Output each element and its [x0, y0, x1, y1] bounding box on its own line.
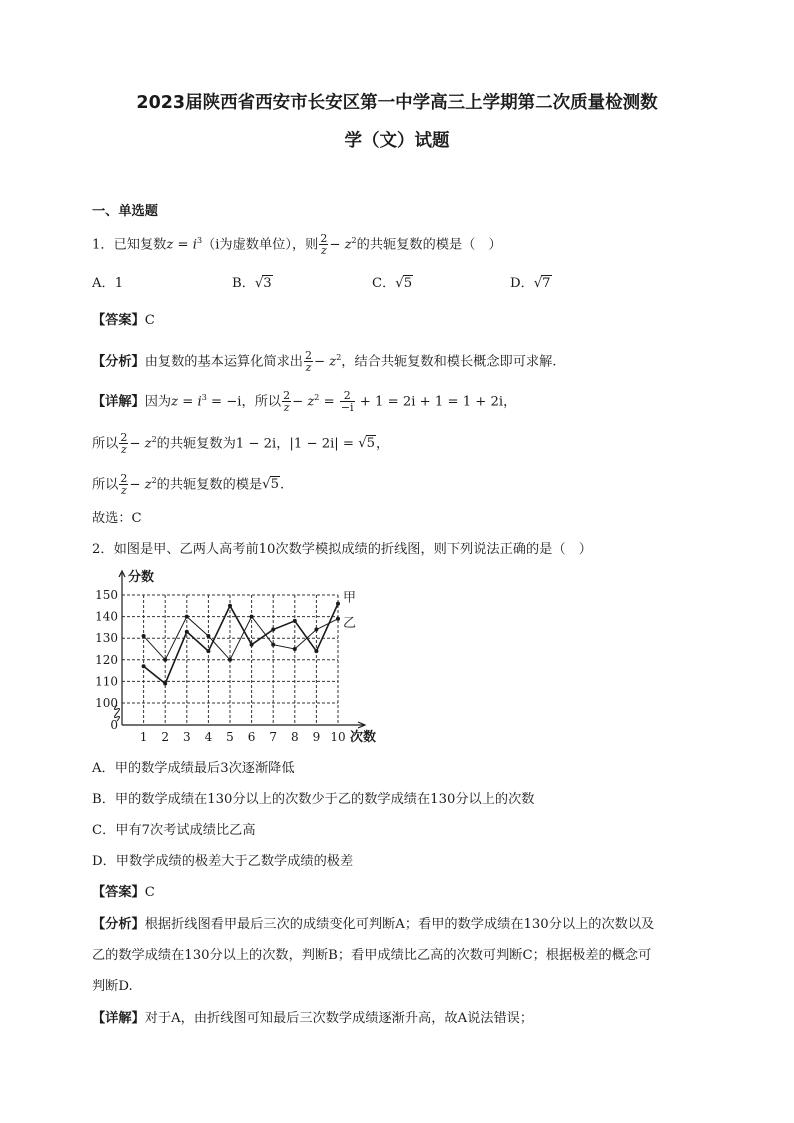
data-point — [293, 619, 297, 623]
x-axis-label: 次数 — [350, 730, 377, 745]
q1-option-b: B．√3 — [232, 276, 272, 291]
data-point — [271, 628, 275, 632]
data-point — [293, 647, 297, 651]
q1-detail-line2: 所以 $\frac{2}{z}$ − $z^2$的共轭复数为1 − 2i，|1 − 2i| = √5， — [92, 431, 390, 457]
x-tick-label: 7 — [269, 730, 278, 744]
title-line-1: 2023届陕西省西安市长安区第一中学高三上学期第二次质量检测数 — [136, 93, 658, 113]
q1-detail: 【详解】因为$z = i^3 = -i$，所以 $\frac{2}{z}$ − $z^2$ = $\frac{2}{-i}$ + 1 = 2i + 1 = 1 + 2i， — [92, 389, 517, 415]
q1-conclusion: 故选：C — [92, 511, 142, 526]
data-point — [314, 649, 318, 653]
x-tick-label: 6 — [247, 730, 256, 744]
q1-option-d: D．√7 — [510, 276, 551, 291]
data-point — [163, 658, 167, 662]
q2-detail: 【详解】对于A，由折线图可知最后三次数学成绩逐渐升高，故A说法错误； — [92, 1011, 534, 1026]
data-point — [250, 615, 254, 619]
data-point — [314, 628, 318, 632]
title-line-2: 学（文）试题 — [344, 131, 450, 151]
chart-ticks — [95, 588, 346, 744]
y-tick-label: 110 — [95, 674, 118, 689]
page-title — [90, 84, 704, 160]
x-tick-label: 9 — [312, 730, 321, 744]
y-tick-label: 150 — [95, 588, 118, 602]
q1-stem — [92, 232, 502, 256]
data-point — [228, 658, 232, 662]
q1-exp2: 2 — [351, 236, 357, 245]
x-tick-label: 10 — [330, 730, 346, 744]
data-point — [142, 664, 146, 668]
q1-option-a: A．1 — [92, 276, 124, 291]
data-point — [142, 634, 146, 638]
data-point — [228, 604, 232, 608]
q2-option-c: C．甲有7次考试成绩比乙高 — [92, 823, 256, 838]
legend-label: 甲 — [343, 590, 357, 606]
section-heading: 一、单选题 — [92, 204, 158, 219]
q1-stem-prefix: 1．已知复数 — [92, 237, 167, 253]
y-axis-label: 分数 — [128, 570, 155, 585]
q2-option-b: B．甲的数学成绩在130分以上的次数少于乙的数学成绩在130分以上的次数 — [92, 792, 535, 807]
data-point — [163, 682, 167, 686]
y-tick-label: 130 — [95, 631, 118, 646]
x-tick-label: 5 — [226, 730, 234, 744]
y-tick-label: 120 — [95, 652, 118, 667]
q1-fraction: $\frac{2}{z}$ — [320, 232, 328, 258]
q1-stem-suffix: 的共轭复数的模是（ ） — [356, 237, 502, 253]
q1-option-c: C．√5 — [372, 276, 413, 291]
line-chart — [92, 567, 392, 752]
x-tick-label: 2 — [161, 730, 170, 744]
q2-option-a: A．甲的数学成绩最后3次逐渐降低 — [92, 761, 295, 776]
data-point — [185, 630, 189, 634]
q2-option-d: D．甲数学成绩的极差大于乙数学成绩的极差 — [92, 854, 354, 869]
y-origin-label: 0 — [110, 718, 118, 732]
data-point — [250, 643, 254, 647]
data-point — [336, 602, 340, 606]
x-tick-label: 4 — [204, 730, 213, 744]
y-tick-label: 140 — [95, 609, 118, 624]
q2-answer: 【答案】C — [92, 885, 155, 900]
data-point — [336, 617, 340, 621]
q1-z-exp: 3 — [196, 236, 203, 245]
data-point — [271, 643, 275, 647]
q1-z: z = i — [166, 237, 197, 253]
q2-analysis: 【分析】根据折线图看甲最后三次的成绩变化可判断A；看甲的数学成绩在130分以上的次数以及 — [92, 917, 655, 932]
chart-series — [142, 602, 340, 686]
data-point — [185, 615, 189, 619]
x-tick-label: 8 — [290, 730, 299, 744]
x-tick-label: 3 — [182, 730, 191, 744]
x-tick-label: 1 — [139, 730, 148, 744]
q1-minus-z: − z — [329, 237, 352, 253]
q2-analysis-line3: 判断D. — [92, 979, 133, 994]
data-point — [206, 634, 210, 638]
q1-answer: 【答案】C — [92, 313, 155, 328]
legend-label: 乙 — [343, 615, 357, 631]
y-tick-label: 100 — [95, 696, 118, 710]
q2-stem: 2．如图是甲、乙两人高考前10次数学模拟成绩的折线图，则下列说法正确的是（ ） — [92, 542, 592, 557]
q1-analysis: 【分析】由复数的基本运算化简求出 $\frac{2}{z}$ − $z^2$，结合共轭复数和模长概念即可求解. — [92, 349, 557, 375]
q1-detail-line3: 所以 $\frac{2}{z}$ − $z^2$的共轭复数的模是√5. — [92, 472, 285, 498]
data-point — [206, 649, 210, 653]
q1-stem-mid: （i为虚数单位），则 — [202, 237, 319, 253]
q2-analysis-line2: 乙的数学成绩在130分以上的次数，判断B；看甲成绩比乙高的次数可判断C；根据极差的概念可 — [92, 948, 652, 963]
